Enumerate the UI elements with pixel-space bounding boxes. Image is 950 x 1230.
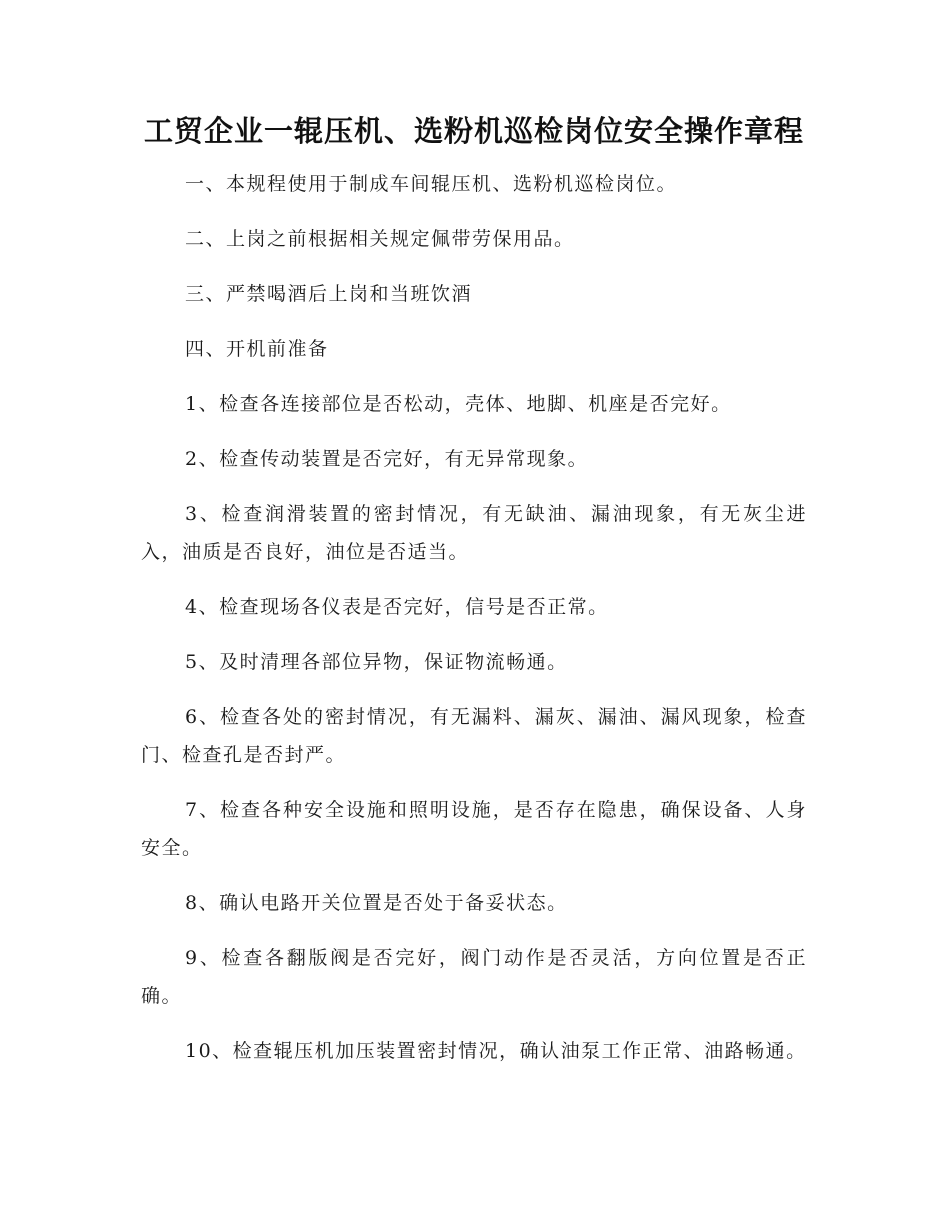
checklist-item-5: 5、及时清理各部位异物，保证物流畅通。 — [185, 651, 568, 673]
paragraph-2: 二、上岗之前根据相关规定佩带劳保用品。 — [185, 228, 575, 250]
checklist-item-9: 9、检查各翻版阀是否完好，阀门动作是否灵活，方向位置是否正确。 — [141, 947, 807, 1007]
section-heading-startup-prep: 四、开机前准备 — [185, 338, 329, 360]
checklist-item-1: 1、检查各连接部位是否松动，壳体、地脚、机座是否完好。 — [185, 393, 732, 415]
checklist-item-4: 4、检查现场各仪表是否完好，信号是否正常。 — [185, 596, 609, 618]
checklist-item-7: 7、检查各种安全设施和照明设施，是否存在隐患，确保设备、人身安全。 — [141, 799, 807, 859]
checklist-item-2: 2、检查传动装置是否完好，有无异常现象。 — [185, 448, 589, 470]
paragraph-3: 三、严禁喝酒后上岗和当班饮酒 — [185, 283, 473, 305]
checklist-item-10: 10、检查辊压机加压装置密封情况，确认油泵工作正常、油路畅通。 — [185, 1040, 807, 1062]
checklist-item-6: 6、检查各处的密封情况，有无漏料、漏灰、漏油、漏风现象，检查门、检查孔是否封严。 — [141, 706, 807, 766]
document-page — [141, 110, 807, 1087]
document-body — [141, 165, 807, 1070]
document-title: 工贸企业一辊压机、选粉机巡检岗位安全操作章程 — [143, 114, 804, 148]
paragraph-1: 一、本规程使用于制成车间辊压机、选粉机巡检岗位。 — [185, 173, 678, 195]
checklist-item-3: 3、检查润滑装置的密封情况，有无缺油、漏油现象，有无灰尘进入，油质是否良好，油位是否适当。 — [141, 503, 807, 563]
checklist-item-8: 8、确认电路开关位置是否处于备妥状态。 — [185, 892, 568, 914]
